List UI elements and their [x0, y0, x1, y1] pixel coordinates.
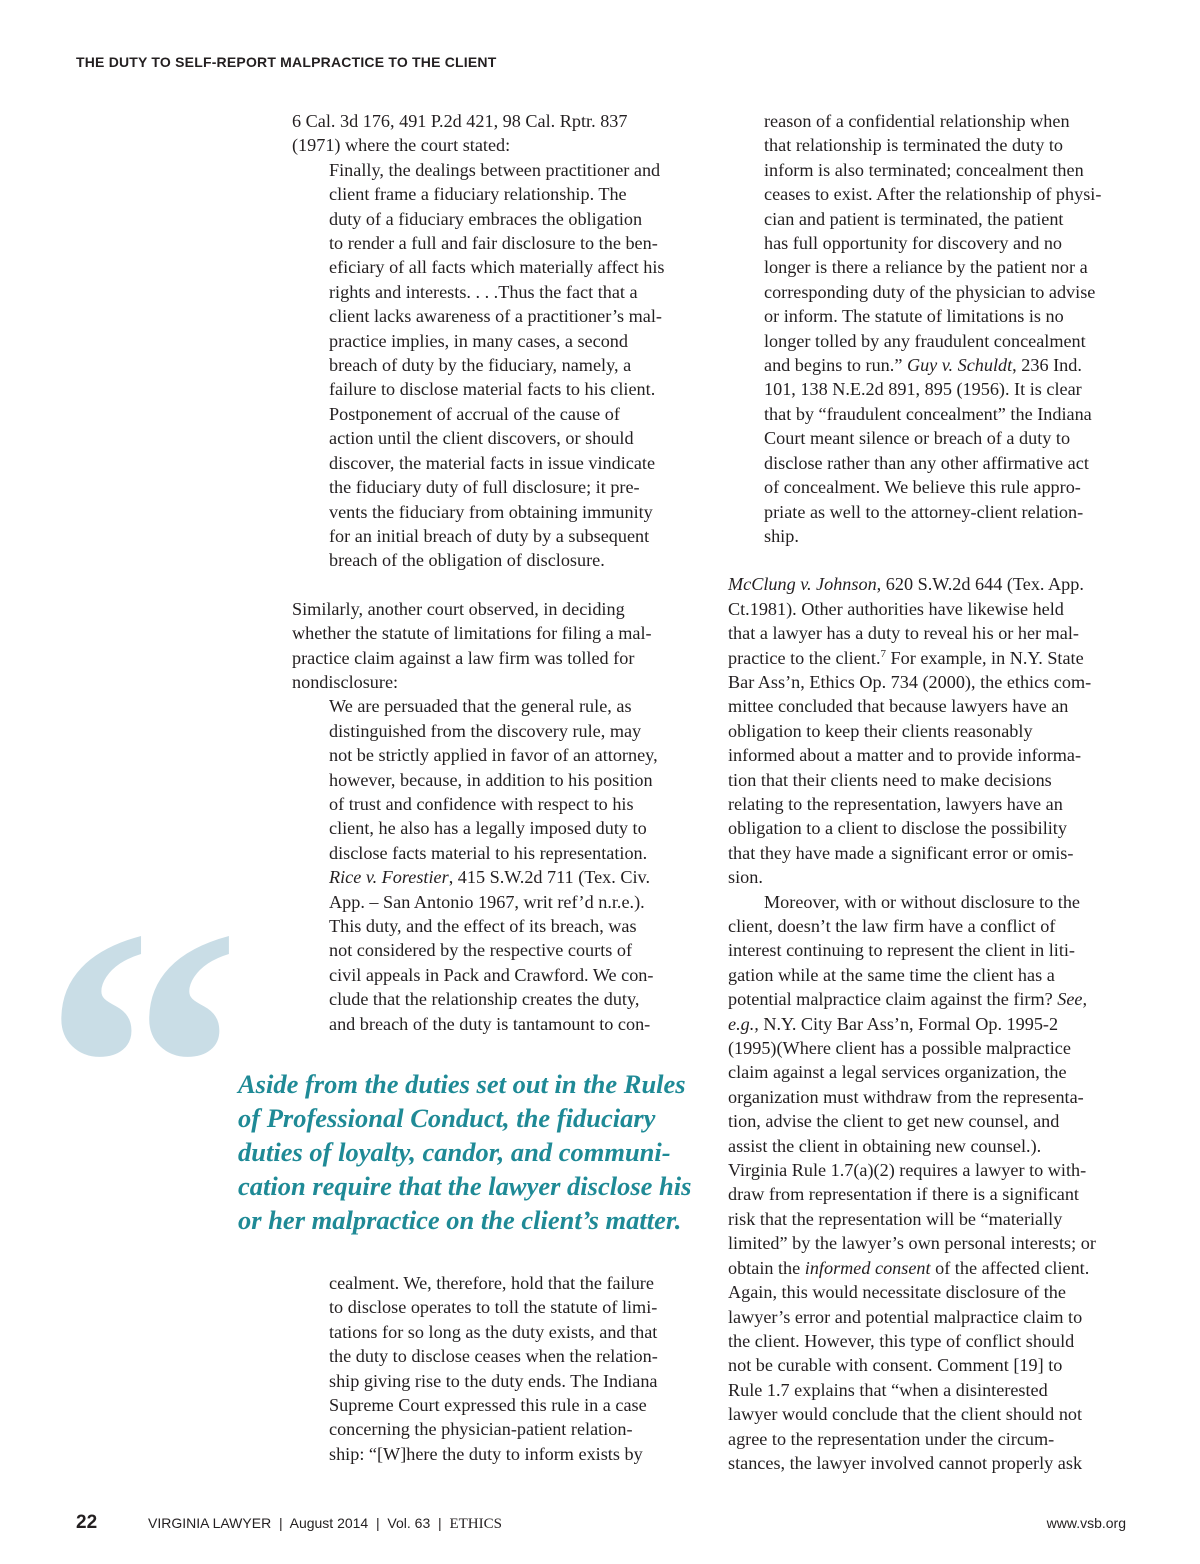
text-line: ship giving rise to the duty ends. The Indiana [329, 1370, 658, 1391]
text-line: not be curable with consent. Comment [19] to [728, 1355, 1063, 1376]
text-line: nondisclosure: [292, 671, 399, 692]
text-line: however, because, in addition to his position [329, 769, 653, 790]
right-column [728, 109, 1128, 1475]
text-line: Bar Ass’n, Ethics Op. 734 (2000), the ethics com- [728, 671, 1092, 692]
text-line: Supreme Court expressed this rule in a case [329, 1395, 647, 1416]
text-line: for an initial breach of duty by a subsequent [329, 525, 650, 546]
text-line: vents the fiduciary from obtaining immunity [329, 501, 653, 522]
text-line: tion that their clients need to make decisions [728, 769, 1052, 790]
case-name: Rice v. Forestier [329, 867, 449, 888]
text-line: rights and interests. . . .Thus the fact that a [329, 281, 638, 302]
text-line: ship. [764, 525, 799, 546]
text-line: disclose facts material to his representation. [329, 842, 648, 863]
text-line [728, 987, 1128, 1011]
block-quote-physician [728, 109, 1128, 548]
text-fragment: potential malpractice claim against the firm? [728, 989, 1058, 1010]
text-line: client frame a fiduciary relationship. The [329, 184, 627, 205]
text-line: 101, 138 N.E.2d 891, 895 (1956). It is clear [764, 379, 1082, 400]
text-line: distinguished from the discovery rule, may [329, 720, 642, 741]
left-column-top [292, 109, 712, 1036]
pull-quote-line: cation require that the lawyer disclose his [238, 1171, 692, 1201]
emphasis: informed consent [804, 1257, 931, 1278]
text-line: failure to disclose material facts to his client. [329, 379, 656, 400]
pull-quote-line: or her malpractice on the client’s matter. [238, 1205, 682, 1235]
website-link[interactable]: www.vsb.org [1046, 1515, 1126, 1531]
text-line: organization must withdraw from the representa- [728, 1086, 1084, 1107]
text-line: and breach of the duty is tantamount to con- [329, 1013, 651, 1034]
page-footer [0, 1512, 1200, 1536]
text-line: civil appeals in Pack and Crawford. We con- [329, 964, 654, 985]
text-line: (1971) where the court stated: [292, 135, 511, 156]
text-line [728, 572, 1128, 596]
text-line: lawyer’s error and potential malpractice claim to [728, 1306, 1083, 1327]
text-line: the client. However, this type of conflict should [728, 1330, 1075, 1351]
text-line: that a lawyer has a duty to reveal his or her mal- [728, 623, 1079, 644]
text-line: clude that the relationship creates the duty, [329, 989, 640, 1010]
mcclung-paragraph [728, 572, 1128, 889]
text-line: to render a full and fair disclosure to the ben- [329, 233, 658, 254]
text-line: Postponement of accrual of the cause of [329, 403, 620, 424]
text-line: informed about a matter and to provide informa- [728, 745, 1082, 766]
text-line: reason of a confidential relationship when [764, 111, 1070, 131]
citation: , 620 S.W.2d 644 (Tex. App. [876, 574, 1084, 595]
text-line: cealment. We, therefore, hold that the failure [329, 1273, 654, 1293]
block-quote-general-rule [292, 694, 712, 1036]
text-line: client lacks awareness of a practitioner’s mal- [329, 306, 662, 327]
text-line: the fiduciary duty of full disclosure; it pre- [329, 477, 640, 498]
text-line: corresponding duty of the physician to advise [764, 281, 1096, 302]
text-line: of concealment. We believe this rule appro- [764, 477, 1081, 498]
text-line: 6 Cal. 3d 176, 491 P.2d 421, 98 Cal. Rptr. 837 [292, 111, 628, 131]
text-line: concerning the physician-patient relation- [329, 1419, 633, 1440]
publication-text: VIRGINIA LAWYER | August 2014 | Vol. 63 | [148, 1515, 450, 1531]
signal-eg: e.g., [728, 1013, 759, 1034]
citation: , 415 S.W.2d 711 (Tex. Civ. [448, 867, 650, 888]
text-line: claim against a legal services organization, the [728, 1062, 1067, 1083]
text-line: to disclose operates to toll the statute of limi- [329, 1297, 658, 1318]
text-fragment: of the affected client. [930, 1257, 1090, 1278]
text-line: ship: “[W]here the duty to inform exists by [329, 1443, 643, 1464]
text-line: discover, the material facts in issue vindicate [329, 452, 656, 473]
text-line: tations for so long as the duty exists, and that [329, 1321, 658, 1342]
text-line: Court meant silence or breach of a duty to [764, 428, 1071, 449]
text-line [764, 353, 1128, 377]
text-line: limited” by the lawyer’s own personal interests; or [728, 1233, 1096, 1254]
pull-quote [238, 1067, 708, 1237]
text-line: of trust and confidence with respect to his [329, 793, 634, 814]
citation: N.Y. City Bar Ass’n, Formal Op. 1995-2 [758, 1013, 1059, 1034]
text-line: practice implies, in many cases, a second [329, 330, 628, 351]
text-line: Finally, the dealings between practitioner and [329, 159, 661, 180]
text-line: cian and patient is terminated, the patient [764, 208, 1064, 229]
text-line: App. – San Antonio 1967, writ ref’d n.r.e.). [329, 891, 645, 912]
text-line: duty of a fiduciary embraces the obligation [329, 208, 643, 229]
text-line: Again, this would necessitate disclosure of the [728, 1282, 1066, 1303]
text-line: Ct.1981). Other authorities have likewise held [728, 598, 1064, 619]
text-line: disclose rather than any other affirmative act [764, 452, 1089, 473]
text-line: risk that the representation will be “materially [728, 1208, 1063, 1229]
text-line: action until the client discovers, or should [329, 428, 634, 449]
text-fragment: obtain the [728, 1257, 805, 1278]
text-line: agree to the representation under the circum- [728, 1428, 1055, 1449]
text-line: whether the statute of limitations for filing a mal- [292, 623, 652, 644]
text-fragment: practice to the client. [728, 647, 881, 668]
left-column-bottom [329, 1271, 709, 1466]
text-line: that by “fraudulent concealment” the Indiana [764, 403, 1092, 424]
text-line: tion, advise the client to get new counsel, and [728, 1111, 1060, 1132]
similarly-paragraph [292, 597, 712, 695]
page-number: 22 [76, 1512, 98, 1533]
text-line: that relationship is terminated the duty to [764, 135, 1064, 156]
text-line: longer tolled by any fraudulent concealment [764, 330, 1086, 351]
pull-quote-line: Aside from the duties set out in the Rules [238, 1069, 686, 1099]
text-line: gation while at the same time the client has a [728, 964, 1055, 985]
text-line: not considered by the respective courts of [329, 940, 633, 961]
text-line: relating to the representation, lawyers have an [728, 793, 1063, 814]
text-line: inform is also terminated; concealment then [764, 159, 1084, 180]
text-line: obligation to keep their clients reasonably [728, 720, 1033, 741]
text-line: Similarly, another court observed, in deciding [292, 598, 625, 619]
text-line: client, he also has a legally imposed duty to [329, 818, 647, 839]
text-line: eficiary of all facts which materially affect his [329, 257, 665, 278]
text-line: Rule 1.7 explains that “when a disinterested [728, 1379, 1048, 1400]
text-line: Moreover, with or without disclosure to the [764, 891, 1080, 912]
text-line [728, 1012, 1128, 1036]
signal-see: See, [1057, 989, 1088, 1010]
text-line [728, 1256, 1128, 1280]
text-line: client, doesn’t the law firm have a conflict of [728, 916, 1056, 936]
text-line: priate as well to the attorney-client relation- [764, 501, 1084, 522]
moreover-paragraph [728, 890, 1128, 1476]
footnote-marker: 7 [880, 647, 886, 660]
text-line: mittee concluded that because lawyers have an [728, 696, 1069, 717]
text-line: (1995)(Where client has a possible malpractice [728, 1038, 1071, 1059]
text-line: practice claim against a law firm was tolled for [292, 647, 635, 668]
pull-quote-line: of Professional Conduct, the fiduciary [238, 1103, 656, 1133]
text-line: sion. [728, 867, 763, 888]
text-line: has full opportunity for discovery and no [764, 233, 1063, 254]
text-line: obligation to a client to disclose the possibility [728, 818, 1067, 839]
case-name: McClung v. Johnson [728, 574, 877, 595]
text-line: ceases to exist. After the relationship of physi- [764, 184, 1102, 205]
text-line: assist the client in obtaining new counsel.). [728, 1135, 1042, 1156]
intro-paragraph [292, 109, 712, 158]
text-line: We are persuaded that the general rule, as [329, 696, 632, 717]
block-quote-continuation [329, 1271, 709, 1466]
text-fragment: and begins to run.” [764, 355, 907, 376]
text-line: the duty to disclose ceases when the relation- [329, 1346, 658, 1367]
open-quote-mark-icon: “ [42, 846, 242, 1289]
pull-quote-line: duties of loyalty, candor, and communi- [238, 1137, 671, 1167]
citation: , 236 Ind. [1012, 355, 1082, 376]
text-line: This duty, and the effect of its breach, was [329, 916, 637, 936]
text-line: Virginia Rule 1.7(a)(2) requires a lawyer to with- [728, 1160, 1087, 1181]
publication-info [148, 1515, 502, 1533]
text-fragment: For example, in N.Y. State [886, 647, 1084, 668]
text-line: breach of duty by the fiduciary, namely, a [329, 355, 632, 376]
text-line: interest continuing to represent the client in liti- [728, 940, 1075, 961]
text-line: draw from representation if there is a significant [728, 1184, 1079, 1205]
text-line: stances, the lawyer involved cannot properly ask [728, 1452, 1083, 1473]
text-line: lawyer would conclude that the client should not [728, 1404, 1083, 1425]
text-line: that they have made a significant error or omis- [728, 842, 1074, 863]
text-line [329, 865, 712, 889]
text-line: or inform. The statute of limitations is no [764, 306, 1064, 327]
running-header: THE DUTY TO SELF-REPORT MALPRACTICE TO THE CLIENT [76, 54, 497, 70]
text-line: breach of the obligation of disclosure. [329, 550, 605, 571]
text-line: longer is there a reliance by the patient nor a [764, 257, 1088, 278]
case-name: Guy v. Schuldt [906, 355, 1013, 376]
text-line: not be strictly applied in favor of an attorney, [329, 745, 658, 766]
section-name: ETHICS [449, 1516, 502, 1532]
text-line [728, 646, 1128, 670]
block-quote-fiduciary [292, 158, 712, 573]
